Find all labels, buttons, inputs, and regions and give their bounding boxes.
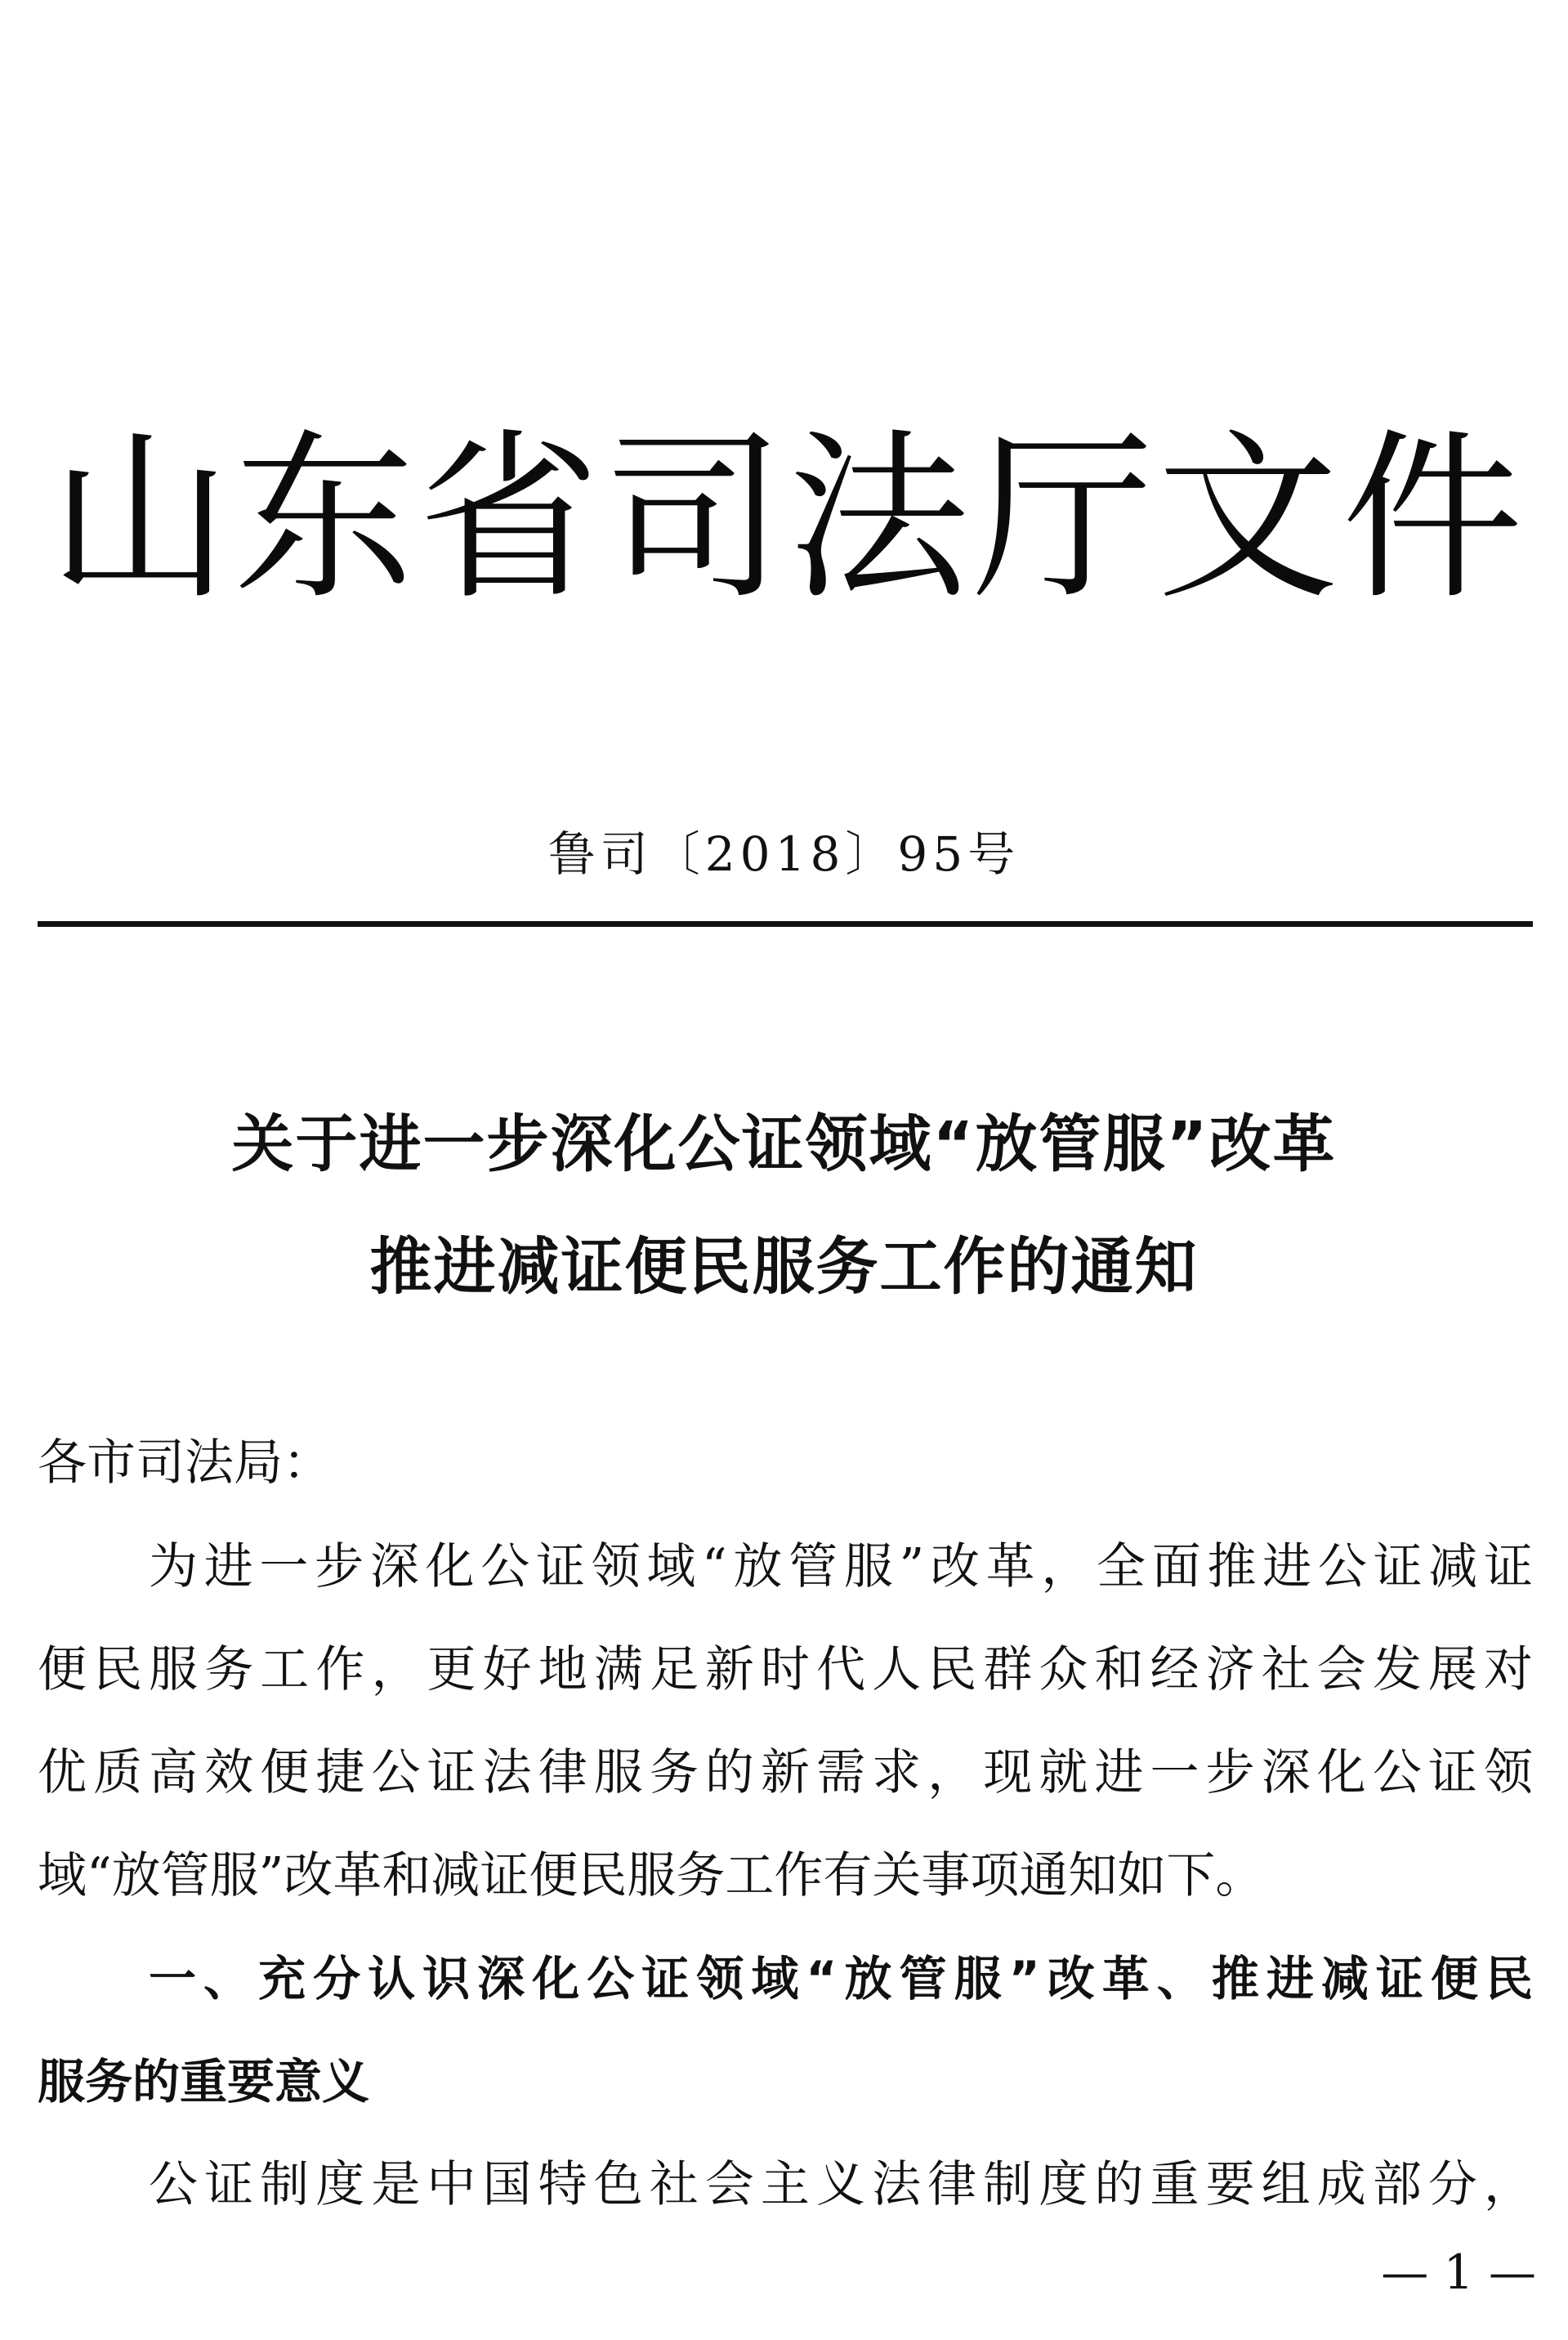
document-number: 鲁司〔2018〕95号: [547, 826, 1021, 882]
section-1-heading-line-1: 一、充分认识深化公证领域“放管服”改革、推进减证便民: [149, 1951, 1533, 2007]
masthead-title: 山东省司法厅文件: [49, 414, 1526, 624]
paragraph-1-line-3: 优质高效便捷公证法律服务的新需求，现就进一步深化公证领: [38, 1744, 1533, 1801]
section-1-heading-line-2: 服务的重要意义: [38, 2054, 370, 2110]
paragraph-2-line-1: 公证制度是中国特色社会主义法律制度的重要组成部分，: [149, 2156, 1533, 2213]
notice-title-line-1: 关于进一步深化公证领域“放管服”改革: [231, 1107, 1337, 1180]
page-number: — 1 —: [1381, 2244, 1536, 2300]
addressee: 各市司法局：: [38, 1434, 332, 1492]
paragraph-1-line-1: 为进一步深化公证领域“放管服”改革，全面推进公证减证: [149, 1538, 1533, 1595]
header-divider: [38, 921, 1533, 927]
paragraph-1-line-2: 便民服务工作，更好地满足新时代人民群众和经济社会发展对: [38, 1641, 1533, 1698]
paragraph-1-line-4: 域“放管服”改革和减证便民服务工作有关事项通知如下。: [38, 1847, 1265, 1904]
notice-title-line-2: 推进减证便民服务工作的通知: [369, 1230, 1199, 1303]
